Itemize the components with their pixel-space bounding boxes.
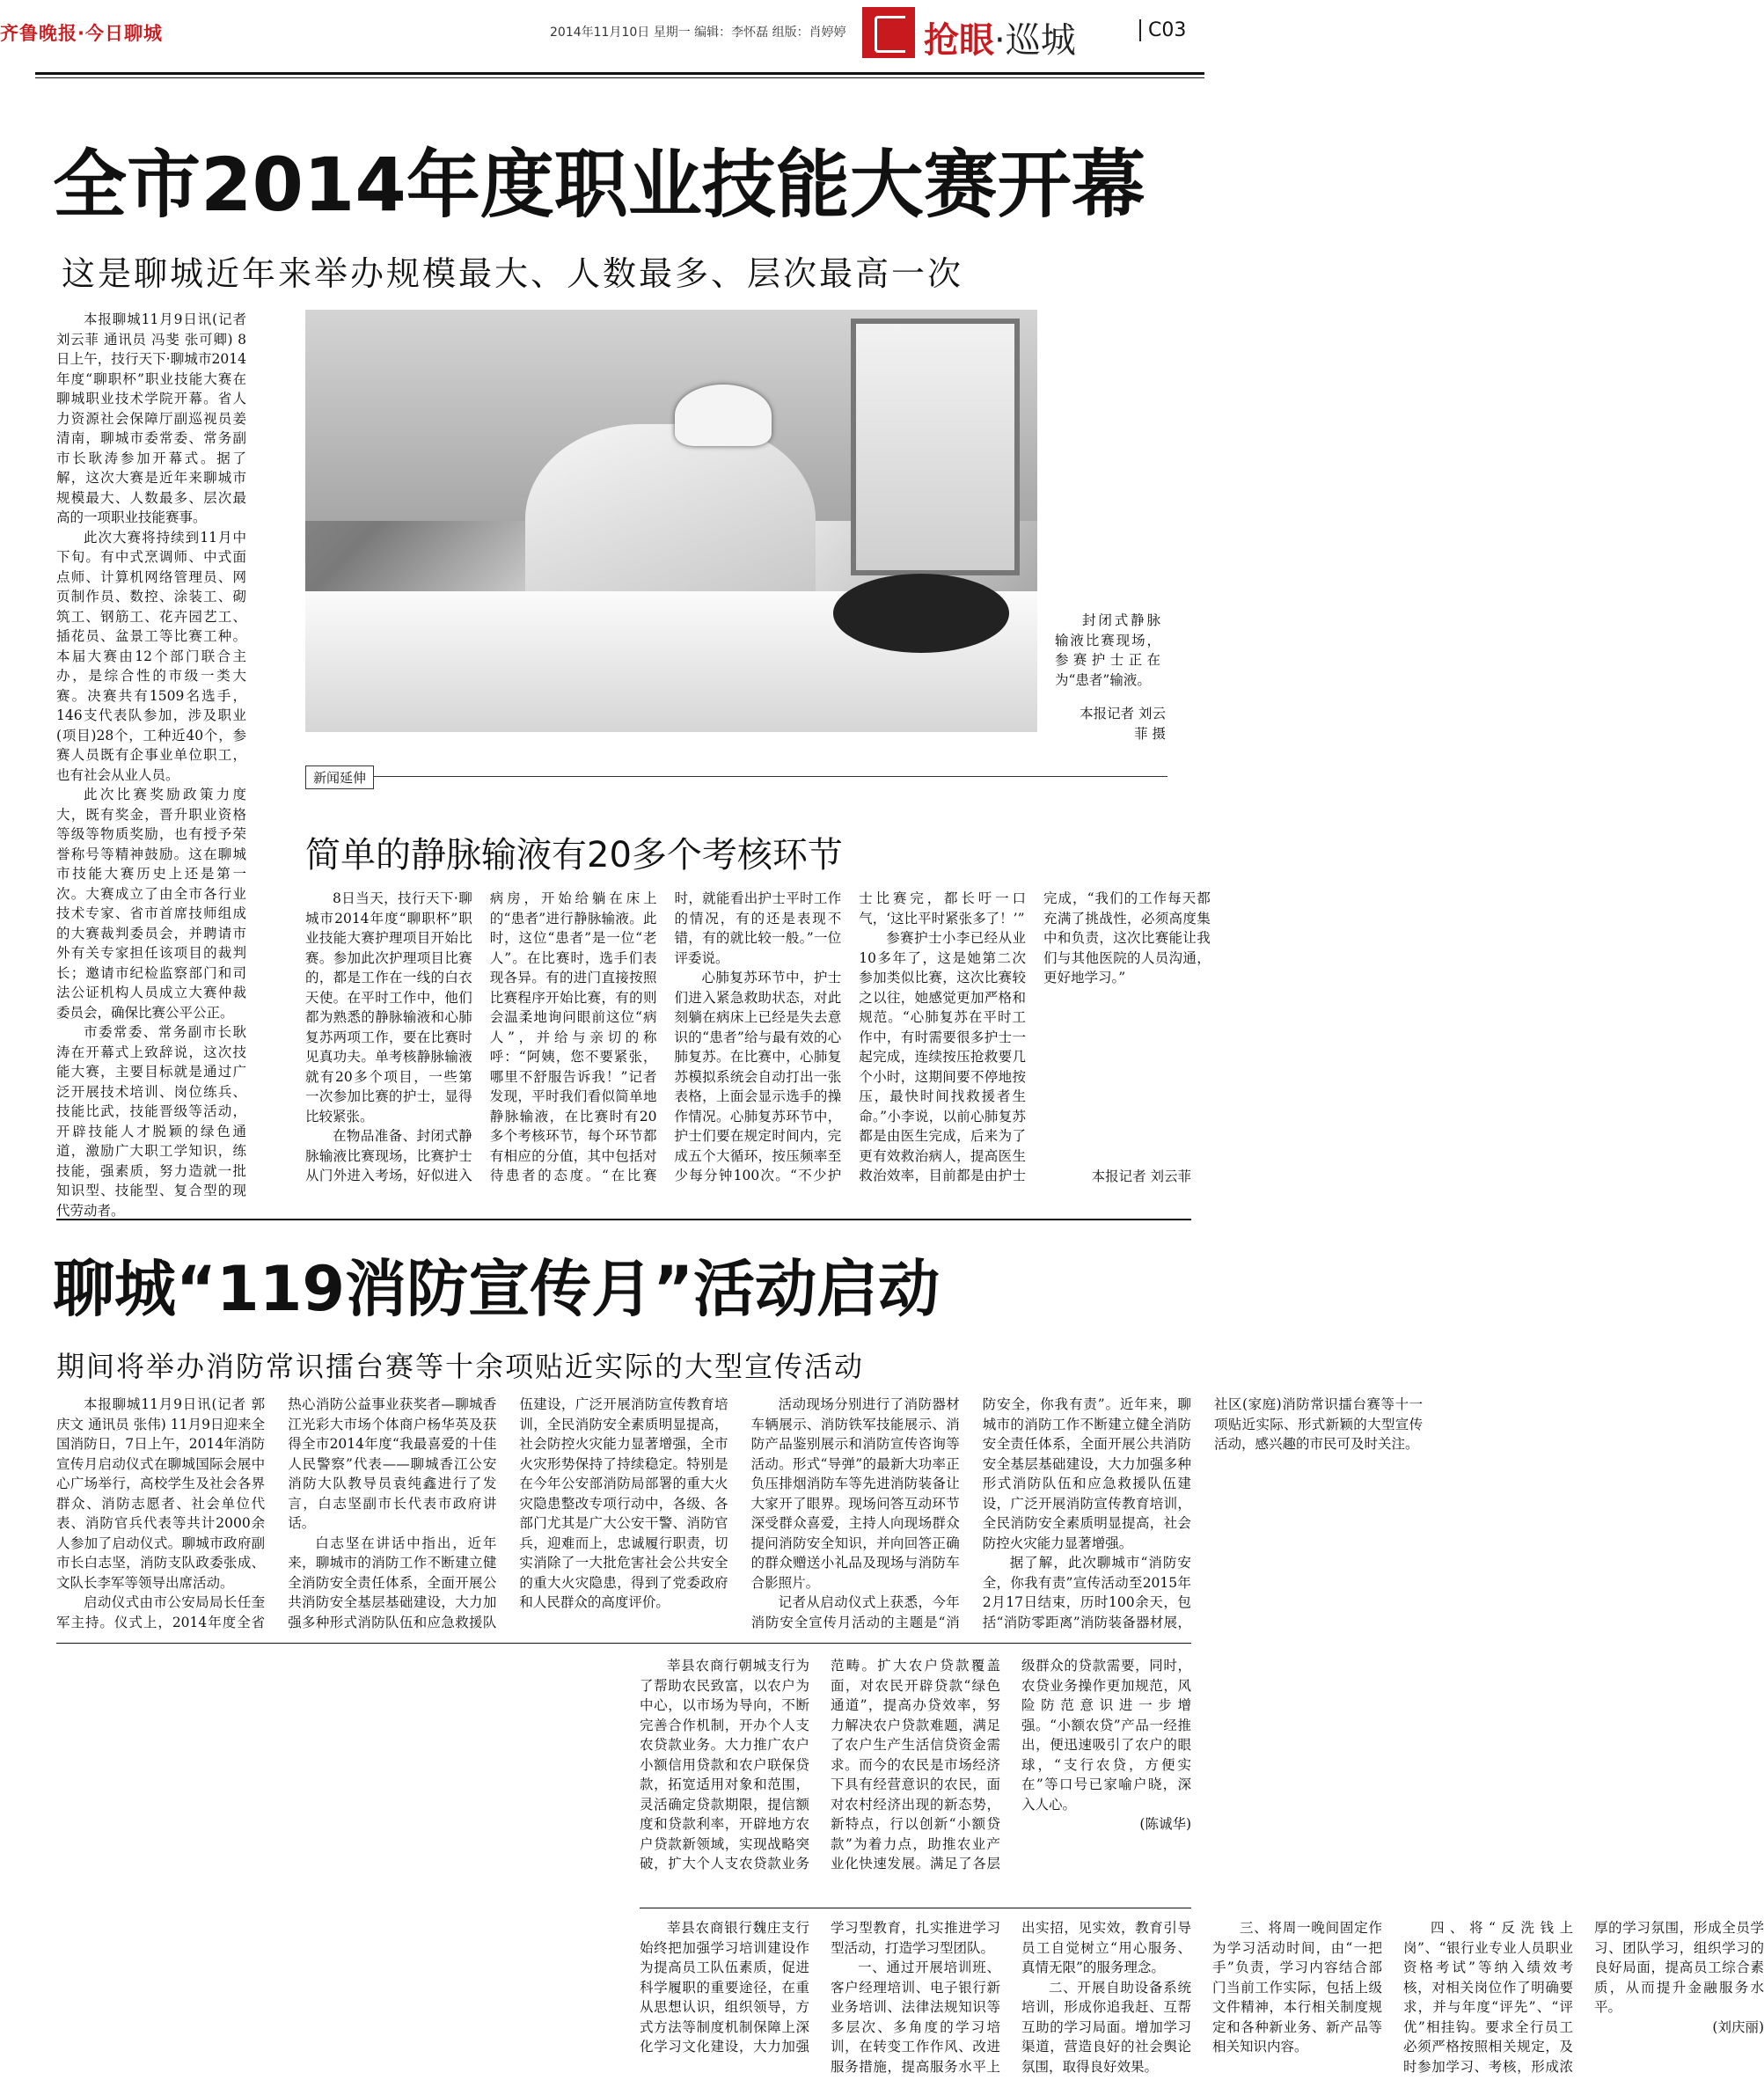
article3-body xyxy=(56,1395,1424,1632)
section-separator xyxy=(56,1643,1191,1644)
photo-credit: 本报记者 刘云菲 摄 xyxy=(1080,706,1166,742)
article5-paragraph: 四、将“反洗钱上岗”、“银行业专业人员职业资格考试”等纳入绩效考核，对相关岗位作了明确要求，并与年度“评先”、“评优”相挂钩。要求全行员工必须严格按照相关规定，及时参加学习、考核，形成浓厚的学习氛围，形成全员学习、团队学习，组织学习的良好局面，提高员工综合素质，从而提升金融服务水平。 xyxy=(1403,1920,1764,2075)
article5-paragraph: 莘县农商银行魏庄支行始终把加强学习培训建设作为提高员工队伍素质，促进科学履职的重要途径，在重从思想认识，组织领导，方式方法等制度机制保障上深化学习文化建设，大力加强学习型教育，扎实推进学习型活动，打造学习型团队。 xyxy=(640,1920,1000,2055)
article5-paragraph: 二、开展自助设备系统培训，形成你追我赶、互帮互助的学习局面。增加学习渠道，营造良好的社会舆论氛围，取得良好效果。 xyxy=(1021,1979,1191,2075)
article1-paragraph: 本报聊城11月9日讯(记者 刘云菲 通讯员 冯斐 张可卿) 8日上午，技行天下·聊城市2014年度“聊职杯”职业技能大赛在聊城职业技术学院开幕。省人力资源社会保障厅副巡视员姜清南，聊城市委常委、常务副市长耿涛参加开幕式。据了解，这次大赛是近年来聊城市规模最大、人数最多、层次最高的一项职业技能赛事。 xyxy=(56,311,246,525)
article3-paragraph: 启动仪式由市公安局局长任奎军主持。仪式上，2014年度全省热心消防公益事业获奖者—聊城香江光彩大市场个体商户杨华英及获得全市2014年度“我最喜爱的十佳人民警察”代表——聊城香江公安消防大队教导员袁纯鑫进行了发言，白志坚副市长代表市政府讲话。 xyxy=(56,1396,497,1630)
article2-paragraph: 参赛护士小李已经从业10多年了，这是她第二次参加类似比赛，这次比赛较之以往，她感觉更加严格和规范。“心肺复苏在平时工作中，有时需要很多护士一起完成，连续按压抢救要几个小时，这期间要不停地按压，最快时间找救援者生命。”小李说，以前心肺复苏都是由医生完成，后来为了更有效救治病人，提高医生救治效率，目前都是由护士完成，“我们的工作每天都充满了挑战性，必须高度集中和负责，这次比赛能让我们与其他医院的人员沟通，更好地学习。” xyxy=(859,890,1211,1183)
nurse-competition-photo xyxy=(305,310,1037,732)
section-main: 抢眼 xyxy=(924,20,994,61)
article1-paragraph: 市委常委、常务副市长耿涛在开幕式上致辞说，这次技能大赛，主要目标就是通过广泛开展技术培训、岗位练兵、技能比武，技能晋级等活动，开辟技能人才脱颖的绿色通道，激励广大职工学知识，练技能，强素质，努力造就一批知识型、技能型、复合型的现代劳动者。 xyxy=(56,1024,246,1219)
article5-body xyxy=(640,1918,1764,2085)
section-separator xyxy=(56,1219,1191,1220)
article4-body xyxy=(640,1656,1191,1898)
article3-subheadline: 期间将举办消防常识擂台赛等十余项贴近实际的大型宣传活动 xyxy=(56,1350,865,1383)
article1-paragraph: 此次比赛奖励政策力度大，既有奖金，晋升职业资格等级等物质奖励，也有授予荣誉称号等精神鼓励。这在聊城市技能大赛历史上还是第一次。大赛成立了由全市各行业技术专家、省市首席技师组成的大赛裁判委员会，并聘请市外有关专家担任该项目的裁判长；邀请市纪检监察部门和司法公证机构人员成立大赛仲裁委员会，确保比赛公平公正。 xyxy=(56,787,246,1021)
page-meta: 2014年11月10日 星期一 编辑：李怀磊 组版：肖婷婷 xyxy=(550,26,846,40)
newspaper-logo: 齐鲁晚报·今日聊城 xyxy=(0,23,163,44)
article1-body xyxy=(56,310,246,1219)
news-extension-tag: 新闻延伸 xyxy=(305,765,374,789)
article1-headline: 全市2014年度职业技能大赛开幕 xyxy=(53,142,1146,228)
article3-paragraph: 据了解，此次聊城市“消防安全，你我有责”宣传活动至2015年2月17日结束，历时100余天，包括“消防零距离”消防装备器材展，社区(家庭)消防常识擂台赛等十一项贴近实际、形式新颖的大型宣传活动，感兴趣的市民可及时关注。 xyxy=(982,1396,1424,1630)
article2-signoff-column xyxy=(1007,889,1191,1188)
section-badge-icon xyxy=(862,7,915,58)
article3-paragraph: 记者从启动仪式上获悉，今年消防安全宣传月活动的主题是“消防安全，你我有责”。近年来，聊城市的消防工作不断建立健全消防安全责任体系，全面开展公共消防安全基层基础建设，大力加强多种形式消防队伍和应急救援队伍建设，广泛开展消防宣传教育培训，全民消防安全素质明显提高，社会防控火灾能力显著增强。 xyxy=(750,1396,1191,1630)
article2-paragraph: 在物品准备、封闭式静脉输液比赛现场，比赛护士从门外进入考场，好似进入病房，开始给躺在床上的“患者”进行静脉输液。此时，这位“患者”是一位“老人”。在比赛时，选手们表现各异。有的进门直接按照比赛程序开始比赛，有的则会温柔地询问眼前这位“病人”，并给与亲切的称呼：“阿姨，您不要紧张，哪里不舒服告诉我！”记者发现，平时我们看似简单地静脉输液，在比赛时有20多个考核环节，每个环节都有相应的分值，其中包括对待患者的态度。“在比赛时，就能看出护士平时工作的情况，有的还是表现不错，有的就比较一般。”一位评委说。 xyxy=(305,890,842,1183)
section-sub: ·巡城 xyxy=(994,20,1076,61)
article5-paragraph: 三、将周一晚间固定作为学习活动时间，由“一把手”负责，学习内容结合部门当前工作实际，包括上级文件精神，本行相关制度规定和各种新业务、新产品等相关知识内容。 xyxy=(1212,1920,1382,2055)
article5-paragraph: 一、通过开展培训班、客户经理培训、电子银行新业务培训、法律法规知识等多层次、多角度的学习培训，在转变工作作风、改进服务措施，提高服务水平上出实招，见实效，教育引导员工自觉树立“用心服务、真情无限”的服务理念。 xyxy=(831,1920,1191,2075)
article3-paragraph: 白志坚在讲话中指出，近年来，聊城市的消防工作不断建立健全消防安全责任体系，全面开展公共消防安全基层基础建设，大力加强多种形式消防队伍和应急救援队伍建设，广泛开展消防宣传教育培训，全民消防安全素质明显提高，社会防控火灾能力显著增强，全市火灾形势保持了持续稳定。特别是在今年公安部消防局部署的重大火灾隐患整改专项行动中，各级、各部门尤其是广大公安干警、消防官兵，迎难而上，忠诚履行职责，切实消除了一大批危害社会公共安全的重大火灾隐患，得到了党委政府和人民群众的高度评价。 xyxy=(288,1396,728,1630)
news-extension-rule xyxy=(305,776,1167,777)
page-code: C03 xyxy=(1139,19,1186,41)
article3-headline: 聊城“119消防宣传月”活动启动 xyxy=(53,1253,941,1325)
article2-paragraph: 8日当天，技行天下·聊城市2014年度“聊职杯”职业技能大赛护理项目开始比赛。参加此次护理项目比赛的，都是工作在一线的白衣天使。在平时工作中，他们都为熟悉的静脉输液和心肺复苏两项工作，要在比赛时见真功夫。单考核静脉输液就有20多个项目，一些第一次参加比赛的护士，显得比较紧张。 xyxy=(305,890,472,1124)
article2-signoff: 本报记者 刘云菲 xyxy=(1091,1168,1191,1184)
article5-signoff: (刘庆丽) xyxy=(1712,2018,1764,2035)
article2-paragraph: 心肺复苏环节中，护士们进入紧急救助状态，对此刻躺在病床上已经是失去意识的“患者”给与最有效的心肺复苏。在比赛中，心肺复苏模拟系统会自动打出一张表格，上面会显示选手的操作情况。心肺复苏环节中，护士们要在规定时间内，完成五个大循环，按压频率至少每分钟100次。“不少护士比赛完，都长吁一口气，‘这比平时紧张多了！’” xyxy=(674,890,1026,1183)
header-rule xyxy=(35,72,1204,75)
article3-paragraph: 活动现场分别进行了消防器材车辆展示、消防铁军技能展示、消防产品鉴别展示和消防宣传咨询等活动。形式“导弹”的最新大功率正负压排烟消防车等先进消防装备让大家开了眼界。现场问答互动环节深受群众喜爱，主持人向现场群众提问消防安全知识，并向回答正确的群众赠送小礼品及现场与消防车合影照片。 xyxy=(750,1396,960,1591)
article2-headline: 简单的静脉输液有20多个考核环节 xyxy=(305,835,843,875)
article4-signoff: (陈诚华) xyxy=(1139,1816,1191,1832)
photo-caption: 封闭式静脉输液比赛现场，参赛护士正在为“患者”输液。 xyxy=(1055,612,1160,688)
article4-paragraph: 莘县农商行朝城支行为了帮助农民致富，以农户为中心，以市场为导向，不断完善合作机制，开办个人支农贷款业务。大力推广农户小额信用贷款和农户联保贷款，拓宽适用对象和范围，灵活确定贷款期限，提信额度和贷款利率，开辟地方农户贷款新领域，实现战略突破，扩大个人支农贷款业务范畴。扩大农户贷款覆盖面，对农民开辟贷款“绿色通道”，提高办贷效率，努力解决农户贷款难题，满足了农户生产生活信贷资金需求。而今的农民是市场经济下具有经营意识的农民，面对农村经济出现的新态势，新特点，行以创新“小额贷款”为着力点，助推农业产业化快速发展。满足了各层级群众的贷款需要，同时，农贷业务操作更加规范，风险防范意识进一步增强。“小额农贷”产品一经推出，便迅速吸引了农户的眼球，“支行农贷，方便实在”等口号已家喻户晓，深入人心。 xyxy=(640,1658,1191,1872)
section-title xyxy=(924,12,1076,62)
article1-paragraph: 此次大赛将持续到11月中下旬。有中式烹调师、中式面点师、计算机网络管理员、网页制作员、数控、涂装工、砌筑工、钢筋工、花卉园艺工、插花员、盆景工等比赛工种。本届大赛由12个部门联合主办，是综合性的市级一类大赛。决赛共有1509名选手，146支代表队参加，涉及职业(项目)28个，工种近40个，参赛人员既有企事业单位职工，也有社会从业人员。 xyxy=(56,529,246,783)
article1-subheadline: 这是聊城近年来举办规模最大、人数最多、层次最高一次 xyxy=(62,254,964,293)
header-rule-thin xyxy=(35,77,1204,78)
article3-paragraph: 本报聊城11月9日讯(记者 郭庆文 通讯员 张伟) 11月9日迎来全国消防日，7日上午，2014年消防宣传月启动仪式在聊城国际会展中心广场举行，高校学生及社会各界群众、消防志愿者、社会单位代表、消防官兵代表等共计2000余人参加了启动仪式。聊城市政府副市长白志坚，消防支队政委张成、文队长李军等领导出席活动。 xyxy=(56,1396,266,1591)
